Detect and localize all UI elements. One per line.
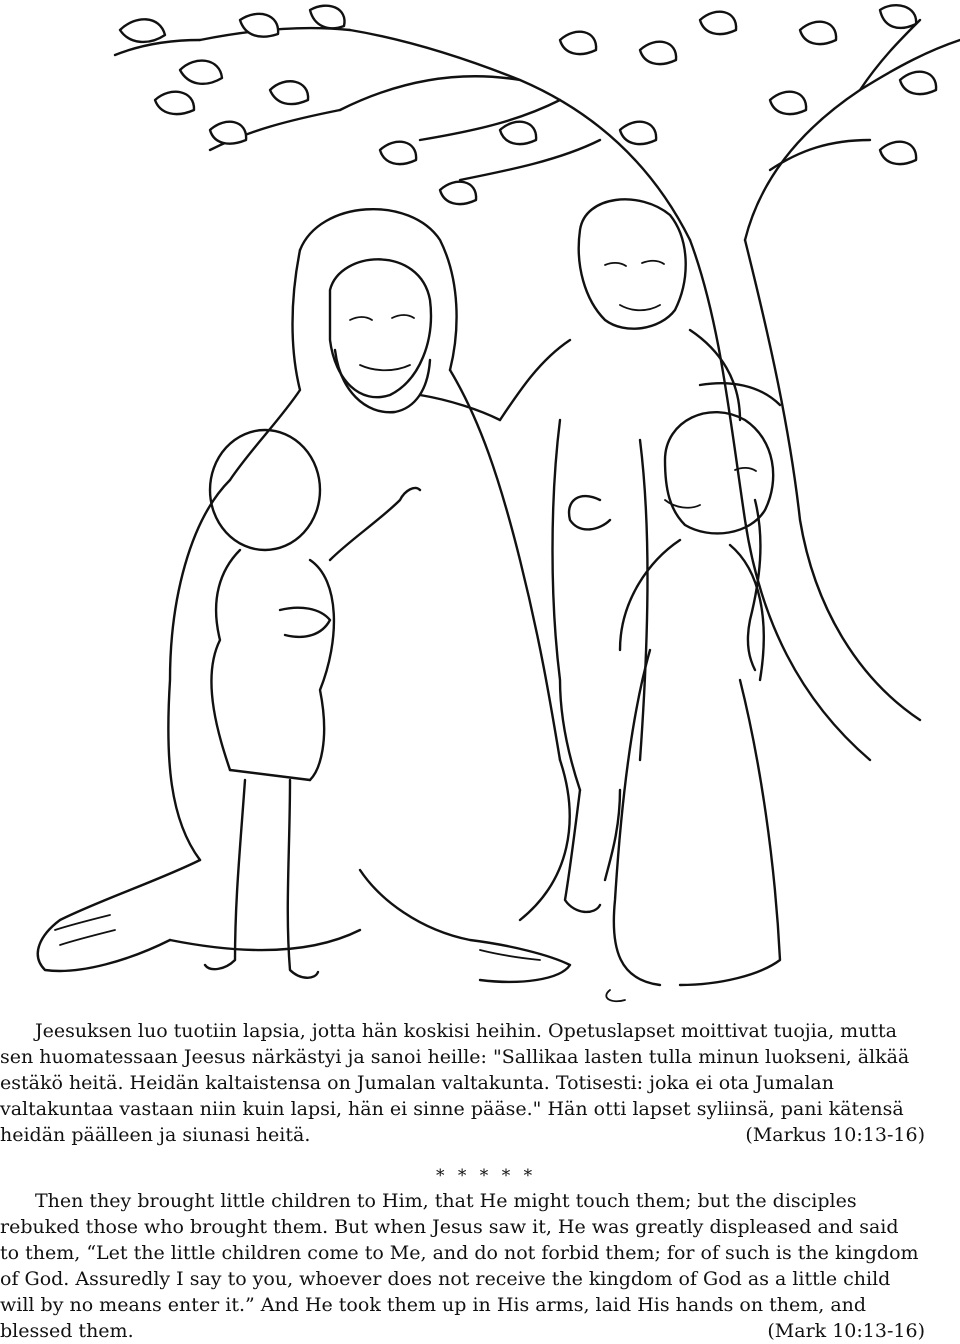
english-line: to them, “Let the little children come to Me, and do not forbid them; for of such is the kingdom [0, 1242, 919, 1264]
tree-leaves [120, 5, 936, 204]
finnish-line: heidän päälleen ja siunasi heitä. [0, 1124, 311, 1146]
finnish-reference: (Markus 10:13-16) [745, 1124, 925, 1146]
jesus-figure [38, 209, 570, 982]
boy-standing-figure [420, 199, 780, 912]
english-line: Then they brought little children to Him, that He might touch them; but the disciples [35, 1190, 857, 1212]
finnish-line: sen huomatessaan Jeesus närkästyi ja sanoi heille: "Sallikaa lasten tulla minun luokseni, älkää [0, 1046, 910, 1068]
finnish-line: estäkö heitä. Heidän kaltaistensa on Jumalan valtakunta. Totisesti: joka ei ota Jumalan [0, 1072, 834, 1094]
english-reference: (Mark 10:13-16) [767, 1320, 925, 1342]
separator-stars: * * * * * [436, 1166, 537, 1186]
english-line: rebuked those who brought them. But when Jesus saw it, He was greatly displeased and said [0, 1216, 899, 1238]
boy-front-figure [205, 430, 420, 978]
finnish-line: valtakuntaa vastaan niin kuin lapsi, hän ei sinne pääse." Hän otti lapset syliinsä, pani kätensä [0, 1098, 904, 1120]
finnish-line: Jeesuksen luo tuotiin lapsia, jotta hän koskisi heihin. Opetuslapset moittivat tuojia, mutta [35, 1020, 897, 1042]
english-line: of God. Assuredly I say to you, whoever does not receive the kingdom of God as a little child [0, 1268, 891, 1290]
girl-figure [569, 412, 780, 1001]
english-line: blessed them. [0, 1320, 134, 1342]
english-line: will by no means enter it.” And He took them up in His arms, laid His hands on them, and [0, 1294, 867, 1316]
